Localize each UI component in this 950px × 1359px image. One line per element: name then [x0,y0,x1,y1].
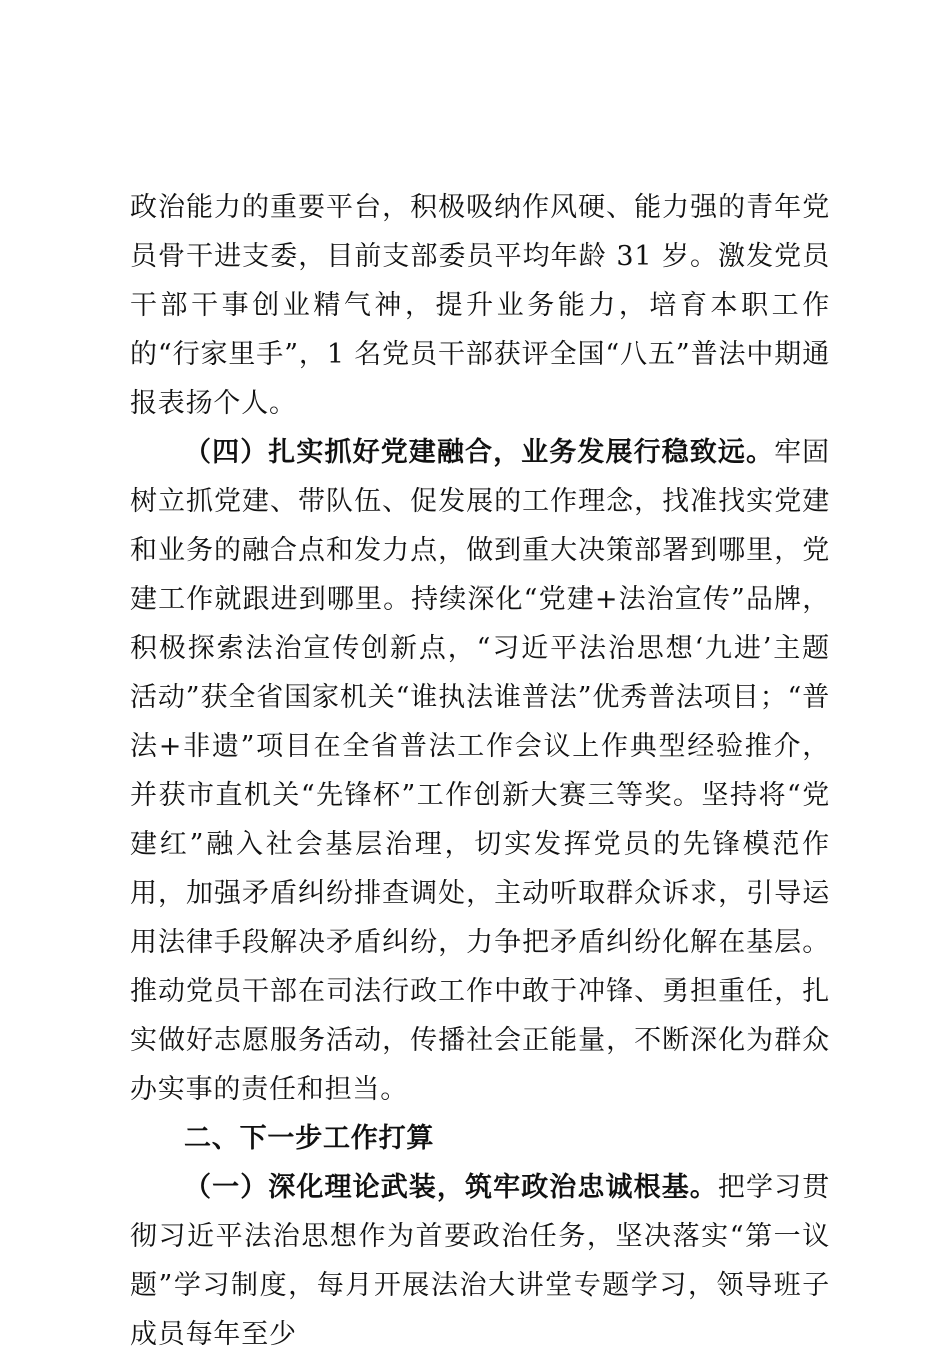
section-4-heading: （四）扎实抓好党建融合，业务发展行稳致远。 [184,437,775,468]
subsection-1-body: 把学习贯彻习近平法治思想作为首要政治任务，坚决落实“第一议题”学习制度，每月开展法治大讲堂专题学习，领导班子成员每年至少 [130,1172,831,1350]
subsection-1-heading: （一）深化理论武装，筑牢政治忠诚根基。 [184,1172,718,1203]
section-two-heading: 二、下一步工作打算 [184,1123,435,1154]
paragraph-continuation: 政治能力的重要平台，积极吸纳作风硬、能力强的青年党员骨干进支委，目前支部委员平均年龄 31 岁。激发党员干部干事创业精气神，提升业务能力，培育本职工作的“行家里手”，1 名党员干部获评全国“八五”普法中期通报表扬个人。 [130,192,830,419]
paragraph-subsection-1 [130,1163,830,1359]
section-4-body: 牢固树立抓党建、带队伍、促发展的工作理念，找准找实党建和业务的融合点和发力点，做到重大决策部署到哪里，党建工作就跟进到哪里。持续深化“党建+法治宣传”品牌，积极探索法治宣传创新点，“习近平法治思想‘九进’主题活动”获全省国家机关“谁执法谁普法”优秀普法项目；“普法+非遗”项目在全省普法工作会议上作典型经验推介，并获市直机关“先锋杯”工作创新大赛三等奖。坚持将“党建红”融入社会基层治理，切实发挥党员的先锋模范作用，加强矛盾纠纷排查调处，主动听取群众诉求，引导运用法律手段解决矛盾纠纷，力争把矛盾纠纷化解在基层。推动党员干部在司法行政工作中敢于冲锋、勇担重任，扎实做好志愿服务活动，传播社会正能量，不断深化为群众办实事的责任和担当。 [130,437,830,1105]
paragraph-section-4 [130,428,830,1114]
document-body [130,183,830,1359]
